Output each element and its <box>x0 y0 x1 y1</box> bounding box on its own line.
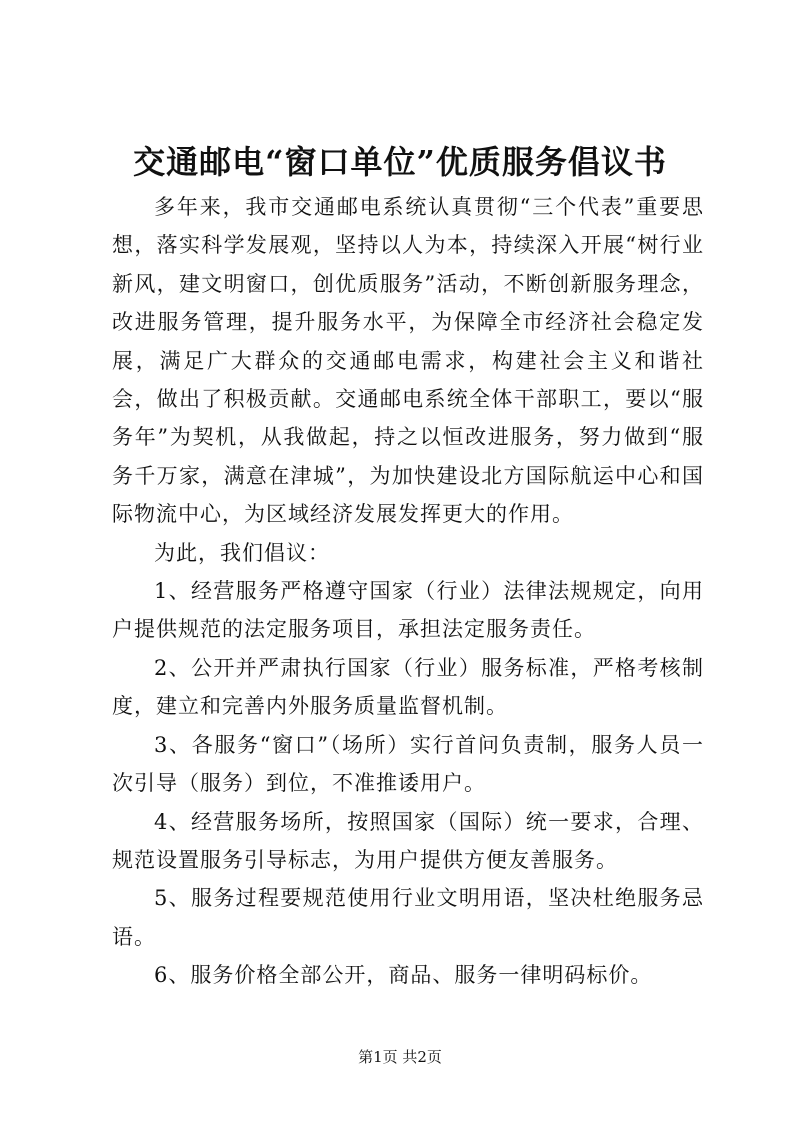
proposal-item-4: 4、经营服务场所，按照国家（国际）统一要求，合理、规范设置服务引导标志，为用户提供方便友善服务。 <box>112 809 704 872</box>
proposal-item-1: 1、经营服务严格遵守国家（行业）法律法规规定，向用户提供规范的法定服务项目，承担法定服务责任。 <box>112 579 704 642</box>
proposal-item-3: 3、各服务“窗口”（场所）实行首问负责制，服务人员一次引导（服务）到位，不准推诿用户。 <box>112 732 704 796</box>
proposal-item-6: 6、服务价格全部公开，商品、服务一律明码标价。 <box>154 963 653 988</box>
document-body <box>112 188 704 995</box>
proposal-item-2: 2、公开并严肃执行国家（行业）服务标准，严格考核制度，建立和完善内外服务质量监督机制。 <box>112 655 704 719</box>
proposal-item-5: 5、服务过程要规范使用行业文明用语，坚决杜绝服务忌语。 <box>112 886 704 949</box>
proposal-lead: 为此，我们倡议： <box>154 540 330 565</box>
page-number-footer: 第1页 共2页 <box>358 1048 442 1066</box>
document-title: 交通邮电“窗口单位”优质服务倡议书 <box>133 143 667 181</box>
intro-paragraph: 多年来，我市交通邮电系统认真贯彻“三个代表”重要思想，落实科学发展观，坚持以人为本，持续深入开展“树行业新风，建文明窗口，创优质服务”活动，不断创新服务理念，改进服务管理，提升服务水平，为保障全市经济社会稳定发展，满足广大群众的交通邮电需求，构建社会主义和谐社会，做出了积极贡献。交通邮电系统全体干部职工，要以“服务年”为契机，从我做起，持之以恒改进服务，努力做到“服务千万家，满意在津城”，为加快建设北方国际航运中心和国际物流中心，为区域经济发展发挥更大的作用。 <box>112 195 704 527</box>
